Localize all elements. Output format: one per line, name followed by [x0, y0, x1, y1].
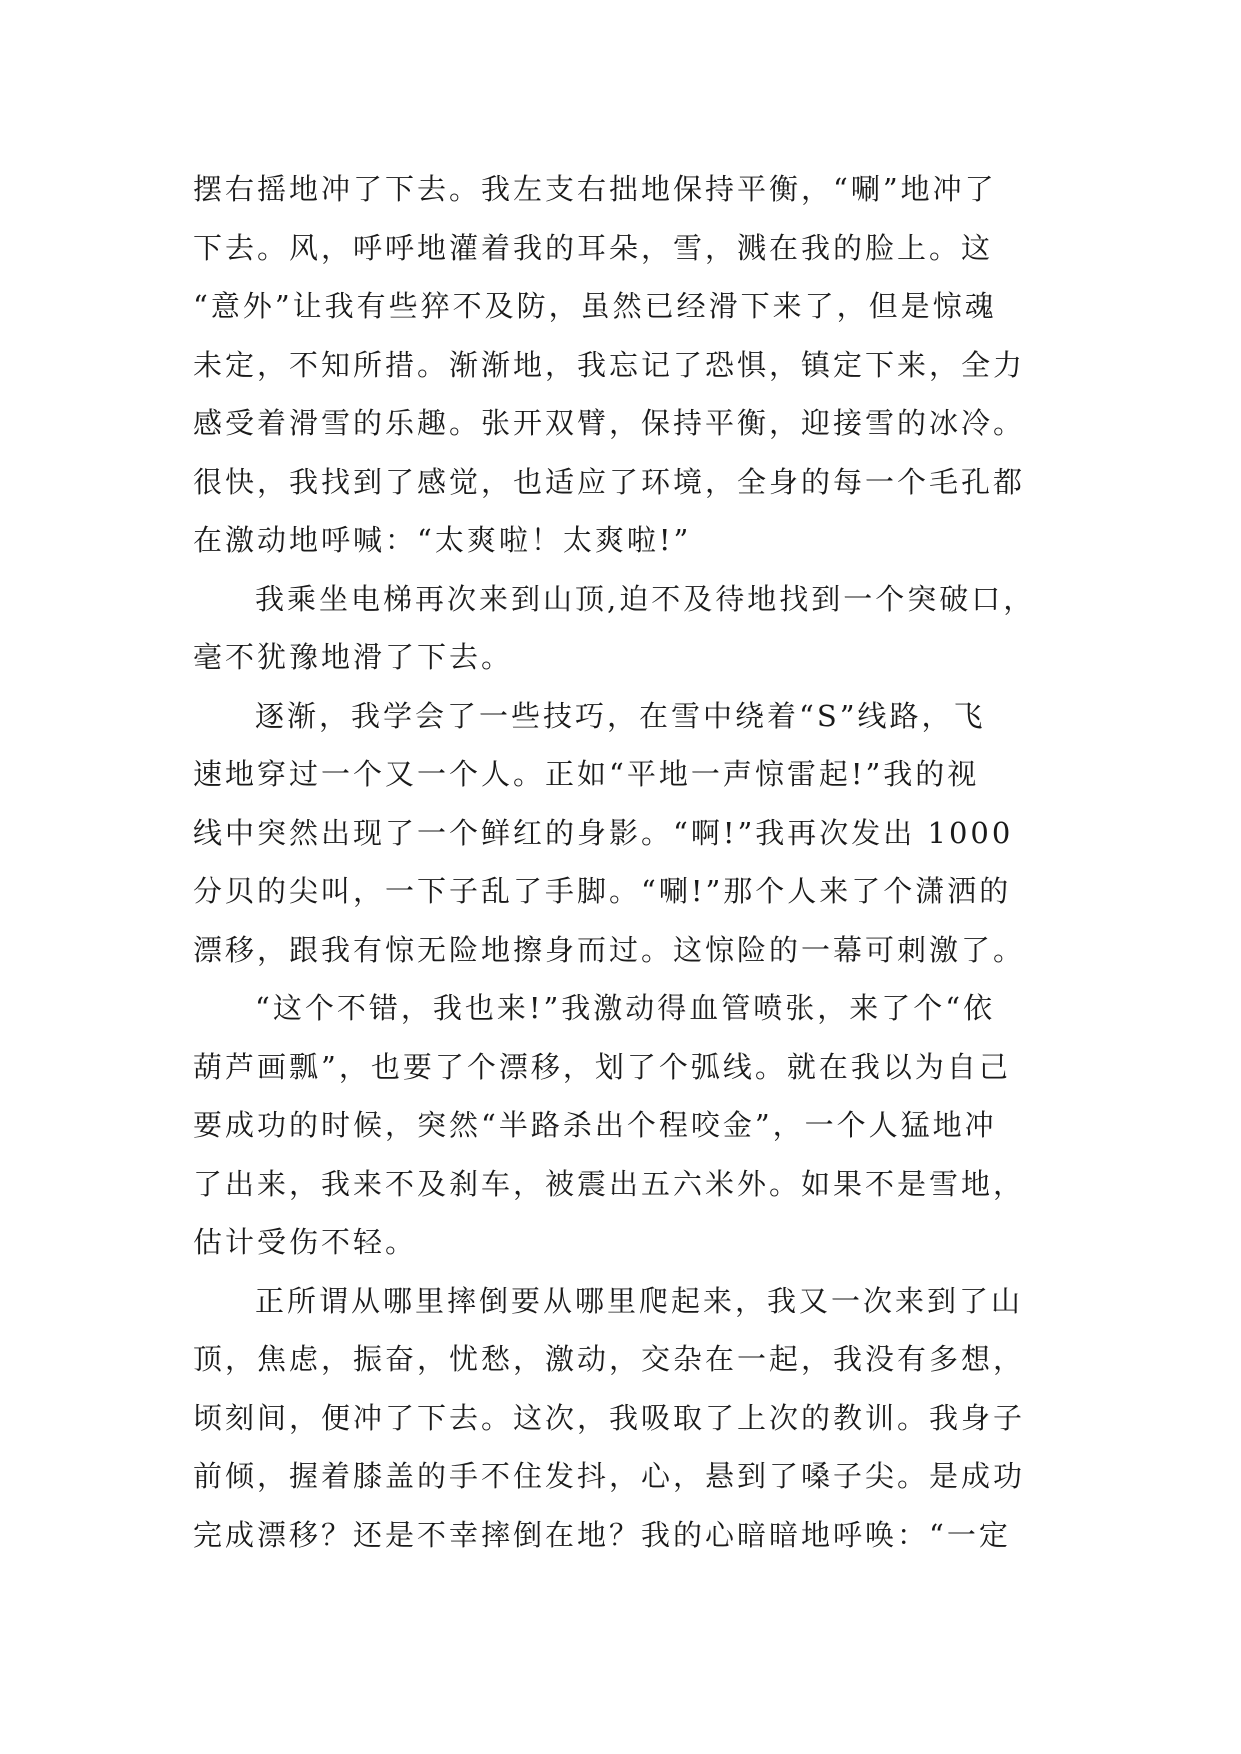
text-line: 毫不犹豫地滑了下去。: [193, 640, 514, 674]
text-line: 我乘坐电梯再次来到山顶,迫不及待地找到一个突破口，: [255, 581, 1036, 616]
text-line: 在激动地呼喊：“太爽啦！太爽啦!”: [193, 523, 692, 557]
text-line: 速地穿过一个又一个人。正如“平地一声惊雷起!”我的视: [193, 757, 980, 791]
text-line: “这个不错，我也来!”我激动得血管喷张，来了个“依: [255, 991, 996, 1025]
text-line: 感受着滑雪的乐趣。张开双臂，保持平衡，迎接雪的冰冷。: [193, 406, 1026, 440]
text-line: 顶，焦虑，振奋，忧愁，激动，交杂在一起，我没有多想，: [193, 1342, 1026, 1376]
text-line: 完成漂移？还是不幸摔倒在地？我的心暗暗地呼唤：“一定: [193, 1517, 1011, 1552]
text-line: 了出来，我来不及刹车，被震出五六米外。如果不是雪地，: [193, 1166, 1026, 1201]
text-line: 估计受伤不轻。: [193, 1225, 418, 1259]
text-line: 要成功的时候，突然“半路杀出个程咬金”，一个人猛地冲: [193, 1108, 997, 1142]
text-line: 前倾，握着膝盖的手不住发抖，心，悬到了嗓子尖。是成功: [193, 1459, 1026, 1493]
text-line: 分贝的尖叫，一下子乱了手脚。“唰!”那个人来了个潇洒的: [193, 874, 1012, 908]
body-text: [193, 160, 1053, 1564]
text-line: 下去。风，呼呼地灌着我的耳朵，雪，溅在我的脸上。这: [193, 230, 994, 265]
text-line: 摆右摇地冲了下去。我左支右拙地保持平衡，“唰”地冲了: [193, 172, 997, 206]
text-line: 线中突然出现了一个鲜红的身影。“啊!”我再次发出 1000: [193, 815, 1014, 850]
text-line: 未定，不知所措。渐渐地，我忘记了恐惧，镇定下来，全力: [193, 347, 1026, 382]
text-line: 顷刻间，便冲了下去。这次，我吸取了上次的教训。我身子: [193, 1400, 1026, 1435]
text-line: 很快，我找到了感觉，也适应了环境，全身的每一个毛孔都: [193, 464, 1026, 499]
text-line: 正所谓从哪里摔倒要从哪里爬起来，我又一次来到了山: [255, 1283, 1024, 1318]
text-line: 逐渐，我学会了一些技巧，在雪中绕着“S”线路，飞: [255, 698, 986, 733]
text-line: 漂移，跟我有惊无险地擦身而过。这惊险的一幕可刺激了。: [193, 932, 1026, 967]
text-line: “意外”让我有些猝不及防，虽然已经滑下来了，但是惊魂: [193, 289, 997, 323]
text-line: 葫芦画瓢”，也要了个漂移，划了个弧线。就在我以为自己: [193, 1049, 1011, 1084]
